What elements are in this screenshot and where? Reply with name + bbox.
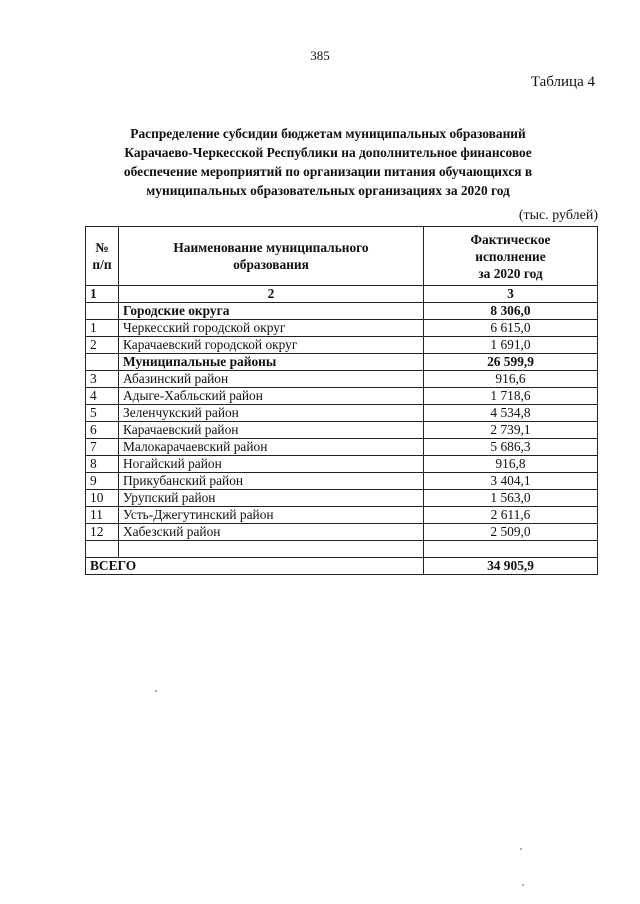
header-value-line: за 2020 год bbox=[478, 265, 543, 281]
row-number: 1 bbox=[86, 320, 119, 337]
row-value: 1 718,6 bbox=[424, 388, 598, 405]
row-name: Хабезский район bbox=[119, 524, 424, 541]
table-label: Таблица 4 bbox=[530, 74, 595, 90]
subsidy-table bbox=[85, 226, 598, 575]
header-row bbox=[86, 227, 598, 286]
row-name: Городские округа bbox=[119, 303, 424, 320]
table-row bbox=[86, 337, 598, 354]
header-value bbox=[424, 227, 598, 286]
header-num-line: п/п bbox=[92, 257, 112, 272]
row-name: Урупский район bbox=[119, 490, 424, 507]
row-name: Усть-Джегутинский район bbox=[119, 507, 424, 524]
scan-speck bbox=[520, 848, 522, 850]
row-number: 5 bbox=[86, 405, 119, 422]
row-value: 1 563,0 bbox=[424, 490, 598, 507]
page-number: 385 bbox=[310, 48, 330, 63]
row-name: Муниципальные районы bbox=[119, 354, 424, 371]
row-value: 2 509,0 bbox=[424, 524, 598, 541]
row-number bbox=[86, 354, 119, 371]
table-row bbox=[86, 507, 598, 524]
row-number: 9 bbox=[86, 473, 119, 490]
row-name: Карачаевский городской округ bbox=[119, 337, 424, 354]
table-row bbox=[86, 354, 598, 371]
table-row bbox=[86, 473, 598, 490]
title-line: муниципальных образовательных организациях за 2020 год bbox=[146, 183, 510, 198]
row-number: 7 bbox=[86, 439, 119, 456]
table-row bbox=[86, 371, 598, 388]
row-number: 2 bbox=[86, 337, 119, 354]
table-row bbox=[86, 320, 598, 337]
table-row bbox=[86, 303, 598, 320]
header-name-line: образования bbox=[233, 257, 309, 272]
row-value: 6 615,0 bbox=[424, 320, 598, 337]
column-number: 1 bbox=[86, 286, 119, 303]
column-number-row bbox=[86, 286, 598, 303]
row-name: Черкесский городской округ bbox=[119, 320, 424, 337]
table-row bbox=[86, 541, 598, 558]
row-number: 6 bbox=[86, 422, 119, 439]
row-name: Карачаевский район bbox=[119, 422, 424, 439]
row-value: 916,8 bbox=[424, 456, 598, 473]
header-name bbox=[119, 227, 424, 286]
title-line: Карачаево-Черкесской Республики на дополнительное финансовое bbox=[124, 145, 532, 160]
row-name: Адыге-Хабльский район bbox=[119, 388, 424, 405]
table-body bbox=[86, 303, 598, 558]
table-row bbox=[86, 405, 598, 422]
table-row bbox=[86, 388, 598, 405]
table-row bbox=[86, 439, 598, 456]
title-line: обеспечение мероприятий по организации питания обучающихся в bbox=[123, 164, 533, 179]
total-value: 34 905,9 bbox=[424, 558, 598, 575]
title-line: Распределение субсидии бюджетам муниципальных образований bbox=[130, 126, 526, 141]
table-row bbox=[86, 456, 598, 473]
table-row bbox=[86, 422, 598, 439]
table-row bbox=[86, 524, 598, 541]
row-number: 3 bbox=[86, 371, 119, 388]
row-number: 11 bbox=[86, 507, 119, 524]
scan-speck bbox=[522, 884, 524, 886]
document-title bbox=[88, 124, 568, 200]
row-value: 5 686,3 bbox=[424, 439, 598, 456]
row-number: 4 bbox=[86, 388, 119, 405]
row-name: Зеленчукский район bbox=[119, 405, 424, 422]
total-row bbox=[86, 558, 598, 575]
scan-speck bbox=[155, 690, 157, 692]
row-value: 8 306,0 bbox=[424, 303, 598, 320]
column-number: 3 bbox=[424, 286, 598, 303]
row-number bbox=[86, 303, 119, 320]
row-value: 916,6 bbox=[424, 371, 598, 388]
row-number: 8 bbox=[86, 456, 119, 473]
column-number: 2 bbox=[119, 286, 424, 303]
row-number: 10 bbox=[86, 490, 119, 507]
row-name: Ногайский район bbox=[119, 456, 424, 473]
row-value: 3 404,1 bbox=[424, 473, 598, 490]
header-value-line: исполнение bbox=[475, 248, 546, 264]
row-name: Абазинский район bbox=[119, 371, 424, 388]
header-value-line: Фактическое bbox=[470, 231, 551, 247]
row-value: 1 691,0 bbox=[424, 337, 598, 354]
row-name: Прикубанский район bbox=[119, 473, 424, 490]
row-name bbox=[119, 541, 424, 558]
table-row bbox=[86, 490, 598, 507]
units-label: (тыс. рублей) bbox=[518, 208, 598, 223]
row-value: 2 611,6 bbox=[424, 507, 598, 524]
header-num-line: № bbox=[95, 240, 109, 255]
row-value: 4 534,8 bbox=[424, 405, 598, 422]
row-number: 12 bbox=[86, 524, 119, 541]
row-value: 2 739,1 bbox=[424, 422, 598, 439]
total-label: ВСЕГО bbox=[86, 558, 424, 575]
row-value: 26 599,9 bbox=[424, 354, 598, 371]
header-num bbox=[86, 227, 119, 286]
header-name-line: Наименование муниципального bbox=[173, 240, 369, 255]
row-value bbox=[424, 541, 598, 558]
row-name: Малокарачаевский район bbox=[119, 439, 424, 456]
row-number bbox=[86, 541, 119, 558]
